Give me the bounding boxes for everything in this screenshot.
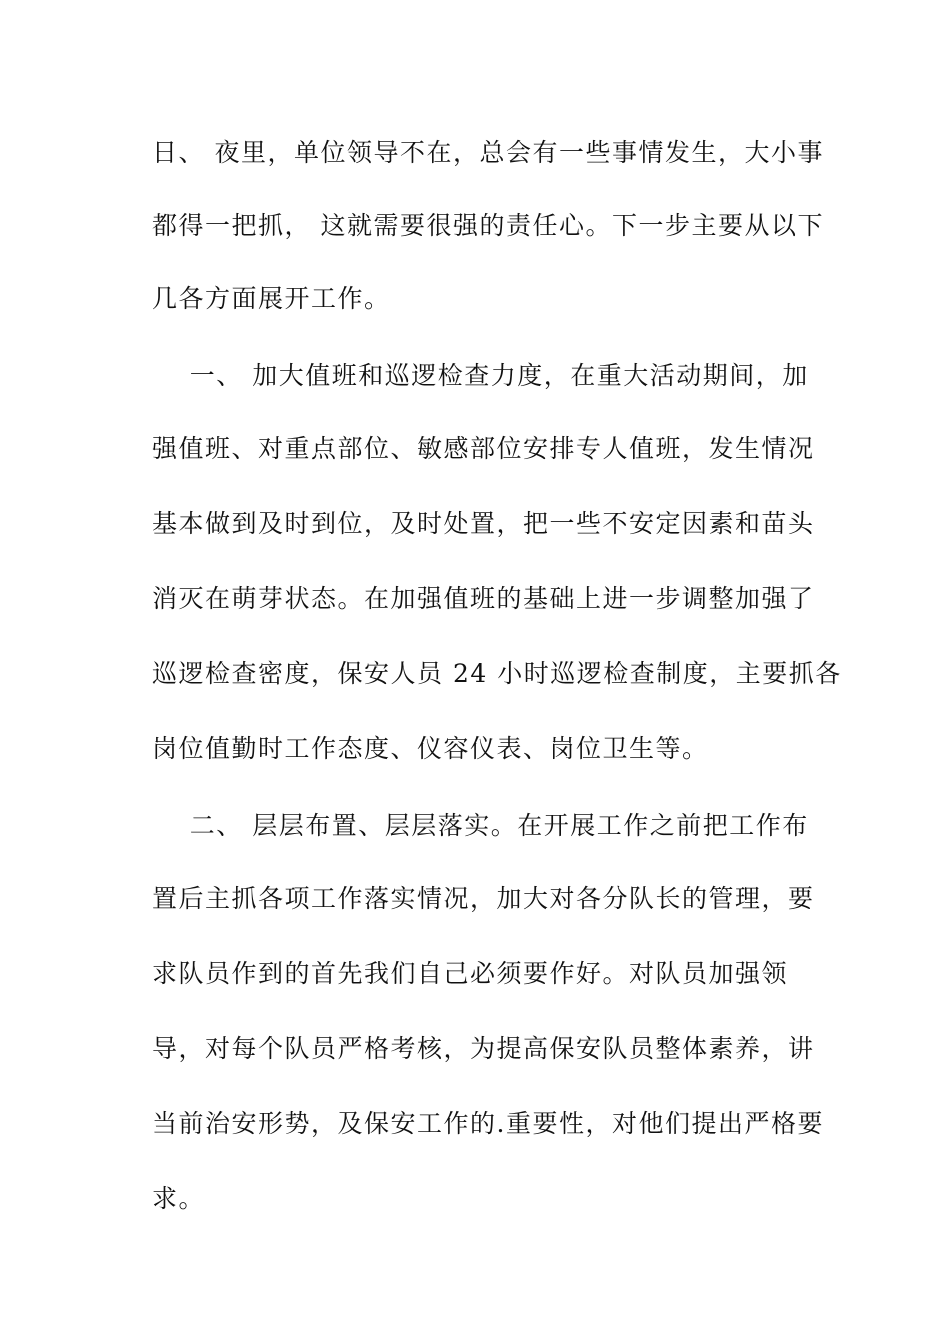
paragraph-line: 日、 夜里，单位领导不在，总会有一些事情发生，大小事 bbox=[152, 138, 824, 167]
paragraph-line: 置后主抓各项工作落实情况，加大对各分队长的管理，要 bbox=[152, 884, 815, 913]
paragraph-line: 基本做到及时到位，及时处置，把一些不安定因素和苗头 bbox=[152, 509, 815, 538]
paragraph-line: 当前治安形势，及保安工作的.重要性，对他们提出严格要 bbox=[152, 1109, 824, 1138]
paragraph-line: 求。 bbox=[152, 1184, 206, 1213]
paragraph-line: 导，对每个队员严格考核，为提高保安队员整体素养，讲 bbox=[152, 1034, 815, 1063]
paragraph-line: 强值班、对重点部位、敏感部位安排专人值班，发生情况 bbox=[152, 434, 815, 463]
paragraph-line: 二、 层层布置、层层落实。在开展工作之前把工作布 bbox=[152, 811, 809, 840]
paragraph-line: 岗位值勤时工作态度、仪容仪表、岗位卫生等。 bbox=[152, 734, 709, 763]
paragraph-line: 消灭在萌芽状态。在加强值班的基础上进一步调整加强了 bbox=[152, 584, 815, 613]
paragraph-line: 都得一把抓， 这就需要很强的责任心。下一步主要从以下 bbox=[152, 211, 824, 240]
paragraph-line: 求队员作到的首先我们自己必须要作好。对队员加强领 bbox=[152, 959, 789, 988]
paragraph-line: 几各方面展开工作。 bbox=[152, 284, 391, 313]
paragraph-line: 一、 加大值班和巡逻检查力度，在重大活动期间，加 bbox=[152, 361, 809, 390]
paragraph-line: 巡逻检查密度，保安人员 24 小时巡逻检查制度，主要抓各 bbox=[152, 659, 842, 688]
